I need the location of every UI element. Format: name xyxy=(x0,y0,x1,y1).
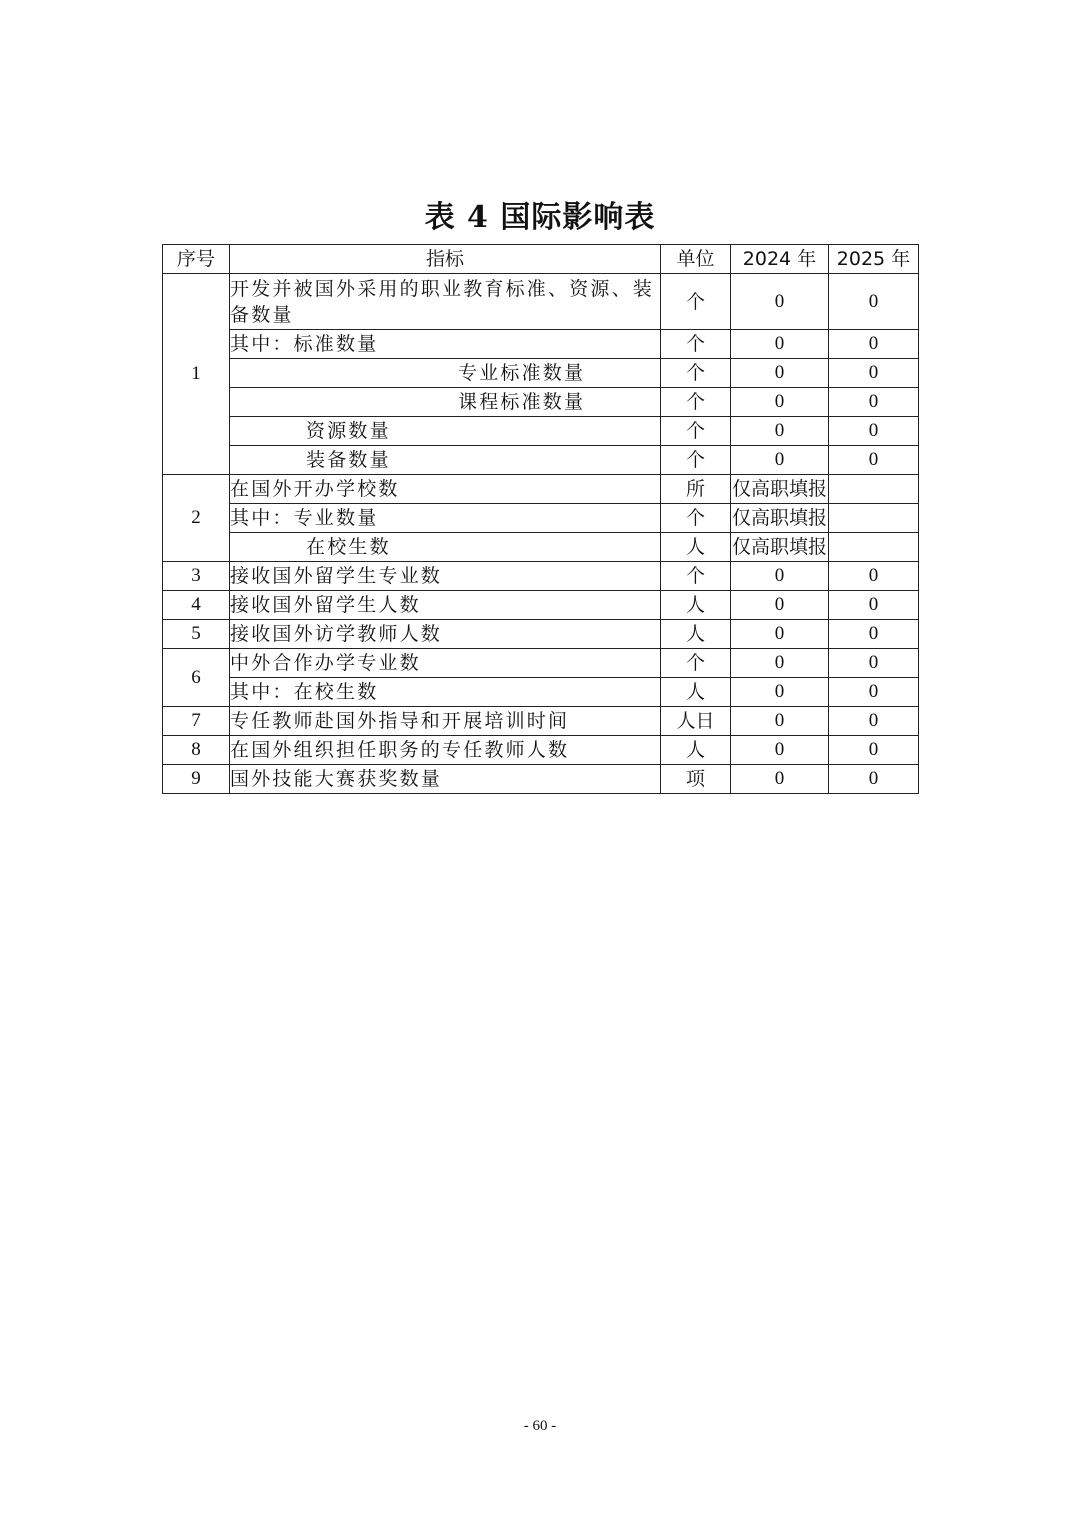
row-2025 xyxy=(829,533,919,562)
row-indicator: 资源数量 xyxy=(230,417,661,446)
row-2025: 0 xyxy=(829,765,919,794)
row-seq: 1 xyxy=(163,274,230,475)
row-indicator: 课程标准数量 xyxy=(230,388,661,417)
row-2024: 0 xyxy=(731,562,829,591)
table-row xyxy=(163,591,919,620)
table-row xyxy=(163,504,919,533)
table-row xyxy=(163,359,919,388)
row-unit: 个 xyxy=(661,446,731,475)
row-unit: 个 xyxy=(661,330,731,359)
row-2024: 0 xyxy=(731,620,829,649)
row-unit: 人 xyxy=(661,533,731,562)
row-indicator: 其中：在校生数 xyxy=(230,678,661,707)
row-indicator: 开发并被国外采用的职业教育标准、资源、装备数量 xyxy=(230,274,661,330)
table-header-row xyxy=(163,245,919,274)
row-seq: 8 xyxy=(163,736,230,765)
row-2024: 0 xyxy=(731,274,829,330)
row-2024-note: 仅高职填报 xyxy=(731,533,829,562)
row-2025: 0 xyxy=(829,678,919,707)
header-2025: 2025 年 xyxy=(829,245,919,274)
header-seq: 序号 xyxy=(163,245,230,274)
row-indicator: 装备数量 xyxy=(230,446,661,475)
row-2024: 0 xyxy=(731,417,829,446)
row-2024: 0 xyxy=(731,388,829,417)
row-2025: 0 xyxy=(829,330,919,359)
row-unit: 人日 xyxy=(661,707,731,736)
row-unit: 人 xyxy=(661,736,731,765)
row-unit: 个 xyxy=(661,359,731,388)
page-number: - 60 - xyxy=(523,1418,557,1434)
row-2025: 0 xyxy=(829,736,919,765)
row-2025: 0 xyxy=(829,649,919,678)
row-unit: 人 xyxy=(661,678,731,707)
table-row xyxy=(163,649,919,678)
row-2025: 0 xyxy=(829,707,919,736)
table-row xyxy=(163,678,919,707)
row-seq: 5 xyxy=(163,620,230,649)
row-2025 xyxy=(829,475,919,504)
row-2024: 0 xyxy=(731,678,829,707)
table-row xyxy=(163,620,919,649)
row-indicator: 国外技能大赛获奖数量 xyxy=(230,765,661,794)
row-seq: 2 xyxy=(163,475,230,562)
table-title: 表 4 国际影响表 xyxy=(424,200,656,235)
row-2025: 0 xyxy=(829,274,919,330)
row-unit: 个 xyxy=(661,504,731,533)
table-row xyxy=(163,562,919,591)
header-2024: 2024 年 xyxy=(731,245,829,274)
row-2024-note: 仅高职填报 xyxy=(731,504,829,533)
table-row xyxy=(163,765,919,794)
row-2024: 0 xyxy=(731,736,829,765)
row-indicator: 接收国外访学教师人数 xyxy=(230,620,661,649)
row-2025: 0 xyxy=(829,620,919,649)
row-2024: 0 xyxy=(731,765,829,794)
row-indicator: 其中：专业数量 xyxy=(230,504,661,533)
row-indicator: 其中：标准数量 xyxy=(230,330,661,359)
row-2025: 0 xyxy=(829,417,919,446)
row-indicator: 接收国外留学生专业数 xyxy=(230,562,661,591)
row-unit: 个 xyxy=(661,417,731,446)
row-2025: 0 xyxy=(829,562,919,591)
header-indicator: 指标 xyxy=(230,245,661,274)
row-unit: 个 xyxy=(661,274,731,330)
table-row xyxy=(163,446,919,475)
row-seq: 7 xyxy=(163,707,230,736)
row-indicator: 在国外组织担任职务的专任教师人数 xyxy=(230,736,661,765)
row-2024: 0 xyxy=(731,359,829,388)
row-2024: 0 xyxy=(731,649,829,678)
header-unit: 单位 xyxy=(661,245,731,274)
row-2025: 0 xyxy=(829,591,919,620)
row-unit: 所 xyxy=(661,475,731,504)
row-2024: 0 xyxy=(731,591,829,620)
table-row xyxy=(163,274,919,330)
row-2025 xyxy=(829,504,919,533)
row-seq: 9 xyxy=(163,765,230,794)
row-seq: 3 xyxy=(163,562,230,591)
row-unit: 个 xyxy=(661,649,731,678)
table-row xyxy=(163,417,919,446)
row-2024: 0 xyxy=(731,446,829,475)
row-seq: 4 xyxy=(163,591,230,620)
row-indicator: 在国外开办学校数 xyxy=(230,475,661,504)
table-row xyxy=(163,736,919,765)
row-2025: 0 xyxy=(829,388,919,417)
table-row xyxy=(163,533,919,562)
row-unit: 项 xyxy=(661,765,731,794)
row-2024: 0 xyxy=(731,707,829,736)
row-2024: 0 xyxy=(731,330,829,359)
table-row xyxy=(163,475,919,504)
row-indicator: 在校生数 xyxy=(230,533,661,562)
row-indicator: 专任教师赴国外指导和开展培训时间 xyxy=(230,707,661,736)
row-unit: 个 xyxy=(661,388,731,417)
international-influence-table xyxy=(162,244,919,794)
table-row xyxy=(163,707,919,736)
row-indicator: 接收国外留学生人数 xyxy=(230,591,661,620)
row-seq: 6 xyxy=(163,649,230,707)
row-indicator: 专业标准数量 xyxy=(230,359,661,388)
table-row xyxy=(163,330,919,359)
row-unit: 人 xyxy=(661,620,731,649)
row-2024-note: 仅高职填报 xyxy=(731,475,829,504)
table-row xyxy=(163,388,919,417)
row-2025: 0 xyxy=(829,446,919,475)
row-unit: 人 xyxy=(661,591,731,620)
row-indicator: 中外合作办学专业数 xyxy=(230,649,661,678)
row-2025: 0 xyxy=(829,359,919,388)
row-unit: 个 xyxy=(661,562,731,591)
